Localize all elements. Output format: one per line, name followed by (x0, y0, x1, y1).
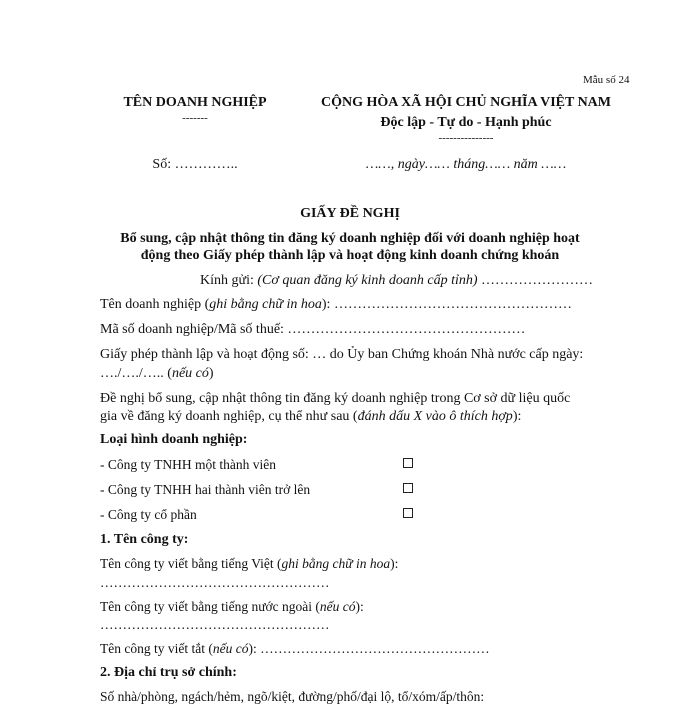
address-line: Số nhà/phòng, ngách/hẻm, ngõ/kiệt, đường/phố/đại lộ, tổ/xóm/ấp/thôn: (100, 689, 485, 704)
company-name-label: Tên doanh nghiệp ( (100, 297, 210, 312)
business-type-heading: Loại hình doanh nghiệp: (100, 432, 248, 447)
document-number: Số: ………….. (152, 157, 238, 172)
license-date-hint: nếu có (171, 366, 209, 381)
short-name-text: Tên công ty viết tắt ( (100, 641, 213, 656)
request-close: ): (512, 409, 522, 424)
company-name-field (100, 297, 572, 313)
section-2-heading: 2. Địa chỉ trụ sở chính: (100, 665, 237, 680)
request-line-1: Đề nghị bổ sung, cập nhật thông tin đăng ký doanh nghiệp trong Cơ sở dữ liệu quốc (100, 391, 571, 406)
document-title: GIẤY ĐỀ NGHỊ (300, 206, 400, 221)
request-text: gia về đăng ký doanh nghiệp, cụ thể như sau ( (100, 409, 358, 424)
motto-divider: --------------- (438, 132, 494, 144)
option-label-one-member-llc: - Công ty TNHH một thành viên (100, 457, 276, 472)
tax-code-field: Mã số doanh nghiệp/Mã số thuế: …………………………………………… (100, 322, 526, 337)
subtitle-line-2: động theo Giấy phép thành lập và hoạt động kinh doanh chứng khoán (140, 248, 560, 263)
vn-name-hint: ghi bằng chữ in hoa (281, 556, 391, 571)
license-date-close: ) (208, 366, 214, 381)
motto: Độc lập - Tự do - Hạnh phúc (380, 115, 552, 130)
section-1-heading: 1. Tên công ty: (100, 532, 189, 547)
vn-name-label (100, 556, 398, 572)
document-date: ……, ngày…… tháng…… năm …… (365, 157, 567, 172)
license-line-1: Giấy phép thành lập và hoạt động số: … do Ủy ban Chứng khoán Nhà nước cấp ngày: (100, 347, 584, 362)
foreign-name-label (100, 599, 364, 615)
foreign-name-colon: ): (355, 599, 364, 614)
short-name-dots: ): …………………………………………… (248, 641, 490, 656)
foreign-name-dots: …………………………………………… (100, 617, 330, 632)
subtitle-line-1: Bổ sung, cập nhật thông tin đăng ký doanh nghiệp đối với doanh nghiệp hoạt (120, 231, 580, 246)
request-hint: đánh dấu X vào ô thích hợp (357, 409, 513, 424)
recipient-line (200, 273, 593, 289)
recipient-dots: …………………… (477, 273, 594, 288)
company-divider: ------- (182, 112, 208, 124)
license-date-dots: …./…./….. ( (100, 366, 172, 381)
checkbox-multi-member-llc[interactable] (403, 483, 413, 493)
option-label-joint-stock: - Công ty cổ phần (100, 507, 197, 522)
license-line-2 (100, 366, 214, 382)
vn-name-dots: …………………………………………… (100, 575, 330, 590)
company-name-heading: TÊN DOANH NGHIỆP (123, 95, 267, 110)
company-name-dots: ): …………………………………………… (321, 297, 572, 312)
vn-name-text: Tên công ty viết bằng tiếng Việt ( (100, 556, 282, 571)
country-heading: CỘNG HÒA XÃ HỘI CHỦ NGHĨA VIỆT NAM (320, 95, 611, 110)
checkbox-joint-stock[interactable] (403, 508, 413, 518)
checkbox-one-member-llc[interactable] (403, 458, 413, 468)
foreign-name-text: Tên công ty viết bằng tiếng nước ngoài ( (100, 599, 320, 614)
company-name-hint: ghi bằng chữ in hoa (209, 297, 322, 312)
foreign-name-hint: nếu có (319, 599, 356, 614)
form-code: Mẫu số 24 (583, 74, 630, 86)
short-name-hint: nếu có (212, 641, 249, 656)
recipient-value: (Cơ quan đăng ký kinh doanh cấp tỉnh) (257, 273, 478, 288)
request-line-2 (100, 409, 521, 425)
vn-name-colon: ): (390, 556, 399, 571)
option-label-multi-member-llc: - Công ty TNHH hai thành viên trở lên (100, 482, 311, 497)
recipient-label: Kính gửi: (200, 273, 258, 288)
short-name-field (100, 641, 490, 657)
